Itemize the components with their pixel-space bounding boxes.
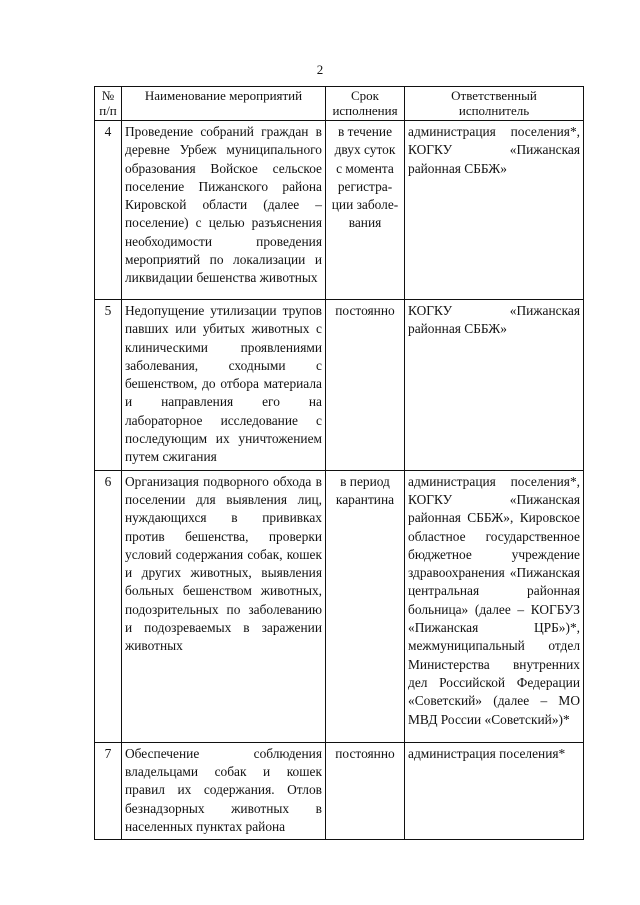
measure-name: Недопущение утилизации трупов павших или убитых животных с клиническими проявлениями заболевания, сходными с бешенством, до отбора материала и направления его на лабораторное исследование с последующим их уничтожением путем сжигания xyxy=(122,300,326,471)
measure-name: Проведение собраний граждан в деревне Урбеж муниципального образования Войское сельское поселение Пижанского района Кировской области (далее – поселение) с целью разъяснения необходимости проведения мероприятий по локализации и ликвидации бешенства животных xyxy=(122,121,326,300)
table-row xyxy=(95,300,584,471)
header-num: № п/п xyxy=(95,87,122,121)
measures-table xyxy=(94,86,584,840)
header-responsible: Ответственный исполнитель xyxy=(405,87,584,121)
measure-term: в течение двух суток с момента регистра- ции заболе- вания xyxy=(326,121,405,300)
measure-name: Обеспечение соблюдения владельцами собак и кошек правил их содержания. Отлов безнадзорных животных в населенных пунктах района xyxy=(122,742,326,839)
table-row xyxy=(95,470,584,742)
page-number: 2 xyxy=(316,62,324,77)
row-number: 6 xyxy=(95,470,122,742)
row-number: 4 xyxy=(95,121,122,300)
measure-responsible: КОГКУ «Пижанская районная СББЖ» xyxy=(405,300,584,471)
table-row xyxy=(95,742,584,839)
table-header-row xyxy=(95,87,584,121)
measure-term: в период карантина xyxy=(326,470,405,742)
header-name: Наименование мероприятий xyxy=(122,87,326,121)
row-number: 7 xyxy=(95,742,122,839)
measure-responsible: администрация поселения* xyxy=(405,742,584,839)
table-row xyxy=(95,121,584,300)
measure-name: Организация подворного обхода в поселении для выявления лиц, нуждающихся в прививках против бешенства, проверки условий содержания собак, кошек и других животных, выявления больных бешенством животных, подозрительных по заболеванию и подозреваемых в заражении животных xyxy=(122,470,326,742)
measure-term: постоянно xyxy=(326,742,405,839)
header-term: Срок исполнения xyxy=(326,87,405,121)
measure-responsible: администрация поселения*, КОГКУ «Пижанская районная СББЖ», Кировское областное государственное бюджетное учреждение здравоохранения «Пижанская центральная районная больница» (далее – КОГБУЗ «Пижанская ЦРБ»)*, межмуниципальный отдел Министерства внутренних дел Российской Федерации «Советский» (далее – МО МВД России «Советский»)* xyxy=(405,470,584,742)
row-number: 5 xyxy=(95,300,122,471)
measure-term: постоянно xyxy=(326,300,405,471)
measure-responsible: администрация поселения*, КОГКУ «Пижанская районная СББЖ» xyxy=(405,121,584,300)
